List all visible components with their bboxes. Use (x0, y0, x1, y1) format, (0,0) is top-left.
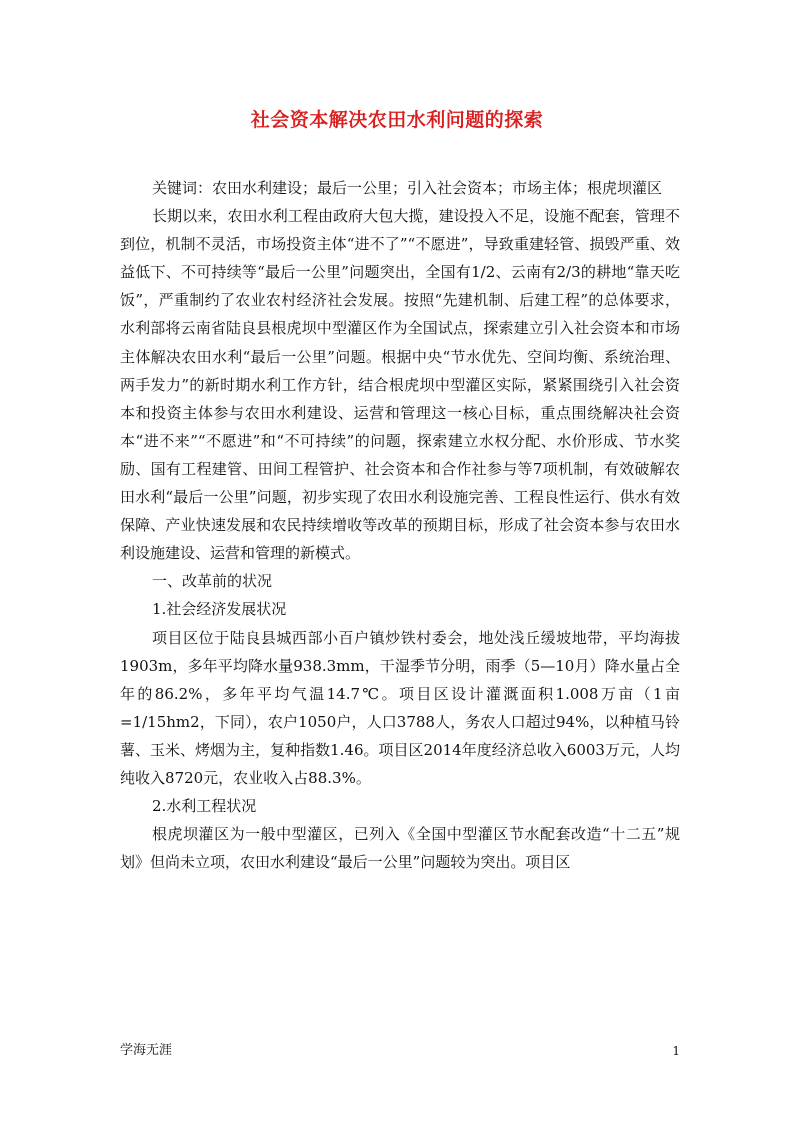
socioeconomic-paragraph: 项目区位于陆良县城西部小百户镇炒铁村委会，地处浅丘缓坡地带，平均海拔1903m，多年平均降水量938.3mm，干湿季节分明，雨季（5—10月）降水量占全年的86.2%，多年平均气温14.7℃。项目区设计灌溉面积1.008万亩（1亩=1/15hm2，下同），农户1050户，人口3788人，务农人口超过94%，以种植马铃薯、玉米、烤烟为主，复种指数1.46。项目区2014年度经济总收入6003万元，人均纯收入8720元，农业收入占88.3%。 (120, 628, 680, 787)
intro-paragraph: 长期以来，农田水利工程由政府大包大揽，建设投入不足，设施不配套，管理不到位，机制不灵活，市场投资主体“进不了”“不愿进”，导致重建轻管、损毁严重、效益低下、不可持续等“最后一公里”问题突出，全国有1/2、云南有2/3的耕地“靠天吃饭”，严重制约了农业农村经济社会发展。按照“先建机制、后建工程”的总体要求，水利部将云南省陆良县根虎坝中型灌区作为全国试点，探索建立引入社会资本和市场主体解决农田水利“最后一公里”问题。根据中央“节水优先、空间均衡、系统治理、两手发力”的新时期水利工作方针，结合根虎坝中型灌区实际，紧紧围绕引入社会资本和投资主体参与农田水利建设、运营和管理这一核心目标，重点围绕解决社会资本“进不来”“不愿进”和“不可持续”的问题，探索建立水权分配、水价形成、节水奖励、国有工程建管、田间工程管护、社会资本和合作社参与等7项机制，有效破解农田水利“最后一公里”问题，初步实现了农田水利设施完善、工程良性运行、供水有效保障、产业快速发展和农民持续增收等改革的预期目标，形成了社会资本参与农田水利设施建设、运营和管理的新模式。 (120, 207, 680, 563)
section-heading-pre-reform: 一、改革前的状况 (152, 572, 273, 591)
subsection-heading-socioeconomic: 1.社会经济发展状况 (152, 600, 287, 619)
document-body (120, 174, 680, 876)
footer-text: 学海无涯 (120, 1043, 173, 1058)
document-title: 社会资本解决农田水利问题的探索 (250, 109, 544, 131)
keywords-paragraph: 关键词：农田水利建设；最后一公里；引入社会资本；市场主体；根虎坝灌区 (152, 179, 663, 197)
water-projects-paragraph: 根虎坝灌区为一般中型灌区，已列入《全国中型灌区节水配套改造“十二五”规划》但尚未立项，农田水利建设“最后一公里”问题较为突出。项目区 (120, 825, 680, 872)
subsection-heading-water-projects: 2.水利工程状况 (152, 797, 257, 816)
page-number: 1 (672, 1044, 680, 1058)
